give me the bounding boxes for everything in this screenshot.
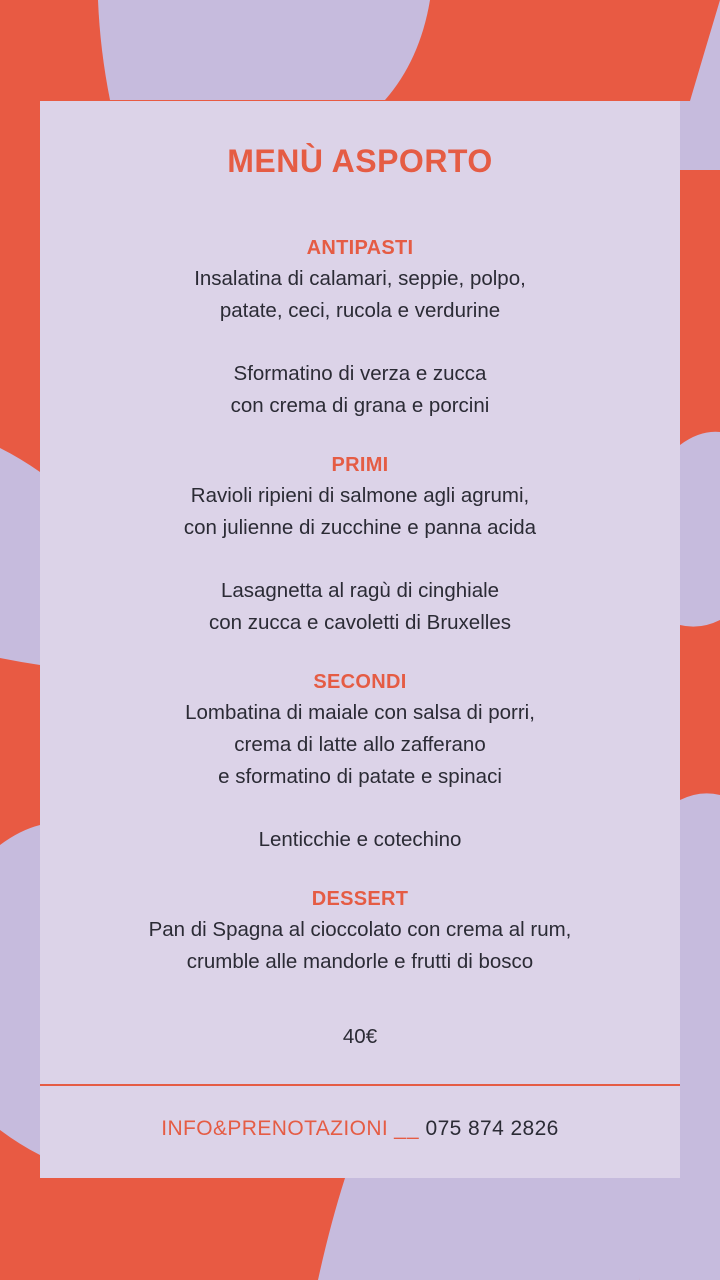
dish (40, 697, 680, 793)
dish (40, 480, 680, 544)
info-separator: __ (394, 1117, 420, 1140)
divider (40, 1084, 680, 1086)
dish-line: patate, ceci, rucola e verdurine (219, 299, 501, 322)
section-secondi (40, 667, 680, 856)
dish-line: Pan di Spagna al cioccolato con crema al rum, (148, 918, 572, 941)
dish-line: crema di latte allo zafferano (234, 733, 486, 756)
background-lilac-bottom (318, 1178, 640, 1280)
info-line (40, 1114, 680, 1144)
menu-card (40, 101, 680, 1178)
section-heading: DESSERT (311, 888, 409, 910)
dish-line: con crema di grana e porcini (230, 394, 490, 417)
section-antipasti (40, 233, 680, 422)
background-lilac-top (98, 0, 430, 100)
section-heading: SECONDI (313, 671, 407, 693)
dish-line: Ravioli ripieni di salmone agli agrumi, (190, 484, 530, 507)
dish (40, 575, 680, 639)
dish (40, 263, 680, 327)
dish-line: Lombatina di maiale con salsa di porri, (185, 701, 535, 724)
dish (40, 358, 680, 422)
dish-line: Lenticchie e cotechino (258, 828, 462, 851)
dish-line: Insalatina di calamari, seppie, polpo, (194, 267, 526, 290)
section-heading: PRIMI (331, 454, 389, 476)
section-heading: ANTIPASTI (306, 237, 414, 259)
section-dessert (40, 884, 680, 978)
info-label: INFO&PRENOTAZIONI (161, 1117, 389, 1140)
dish-line: con julienne di zucchine e panna acida (183, 516, 537, 539)
menu-title: MENÙ ASPORTO (227, 143, 493, 179)
phone-number[interactable]: 075 874 2826 (425, 1117, 559, 1140)
dish (40, 914, 680, 978)
menu-price: 40€ (342, 1025, 378, 1048)
menu-sections (40, 233, 680, 1006)
dish (40, 824, 680, 856)
dish-line: Lasagnetta al ragù di cinghiale (220, 579, 500, 602)
dish-line: con zucca e cavoletti di Bruxelles (209, 611, 511, 634)
section-primi (40, 450, 680, 639)
dish-line: e sformatino di patate e spinaci (218, 765, 502, 788)
dish-line: crumble alle mandorle e frutti di bosco (186, 950, 534, 973)
dish-line: Sformatino di verza e zucca (233, 362, 487, 385)
